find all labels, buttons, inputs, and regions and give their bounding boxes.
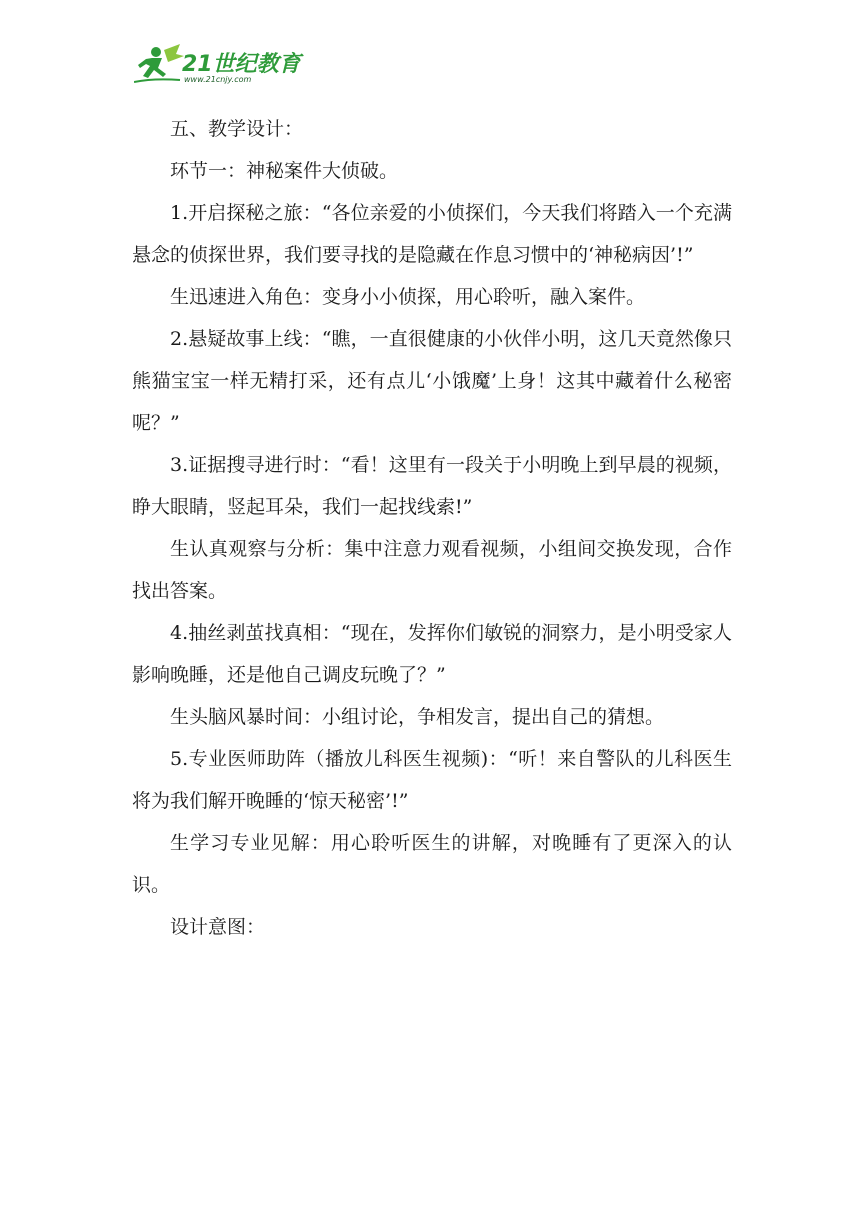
paragraph: 4.抽丝剥茧找真相：“现在，发挥你们敏锐的洞察力，是小明受家人影响晚睡，还是他自己调皮玩晚了？” bbox=[132, 622, 732, 686]
paragraph: 3.证据搜寻进行时：“看！这里有一段关于小明晚上到早晨的视频，睁大眼睛，竖起耳朵，我们一起找线索!” bbox=[132, 454, 732, 518]
logo-text: 21世纪教育 bbox=[182, 52, 301, 77]
logo-url-text: www.21cnjy.com bbox=[184, 75, 252, 84]
paragraph: 生迅速进入角色：变身小小侦探，用心聆听，融入案件。 bbox=[170, 286, 646, 308]
paragraph: 2.悬疑故事上线：“瞧，一直很健康的小伙伴小明，这几天竟然像只熊猫宝宝一样无精打采，还有点儿‘小饿魔’上身！这其中藏着什么秘密呢？” bbox=[132, 328, 732, 434]
runner-logo-icon bbox=[134, 40, 314, 86]
paragraph: 5.专业医师助阵（播放儿科医生视频)：“听！来自警队的儿科医生将为我们解开晚睡的‘惊天秘密’!” bbox=[132, 748, 732, 812]
paragraph: 1.开启探秘之旅：“各位亲爱的小侦探们，今天我们将踏入一个充满悬念的侦探世界，我们要寻找的是隐藏在作息习惯中的‘神秘病因’!” bbox=[132, 202, 732, 266]
paragraph: 生头脑风暴时间：小组讨论，争相发言，提出自己的猜想。 bbox=[170, 706, 665, 728]
logo bbox=[134, 40, 314, 86]
section-heading: 五、教学设计： bbox=[170, 118, 304, 140]
paragraph: 生认真观察与分析：集中注意力观看视频，小组间交换发现，合作找出答案。 bbox=[132, 538, 732, 602]
step-heading: 环节一：神秘案件大侦破。 bbox=[170, 160, 399, 182]
design-intent-heading: 设计意图： bbox=[170, 916, 266, 938]
paragraph: 生学习专业见解：用心聆听医生的讲解，对晚睡有了更深入的认识。 bbox=[132, 832, 732, 896]
document-body bbox=[132, 108, 732, 948]
